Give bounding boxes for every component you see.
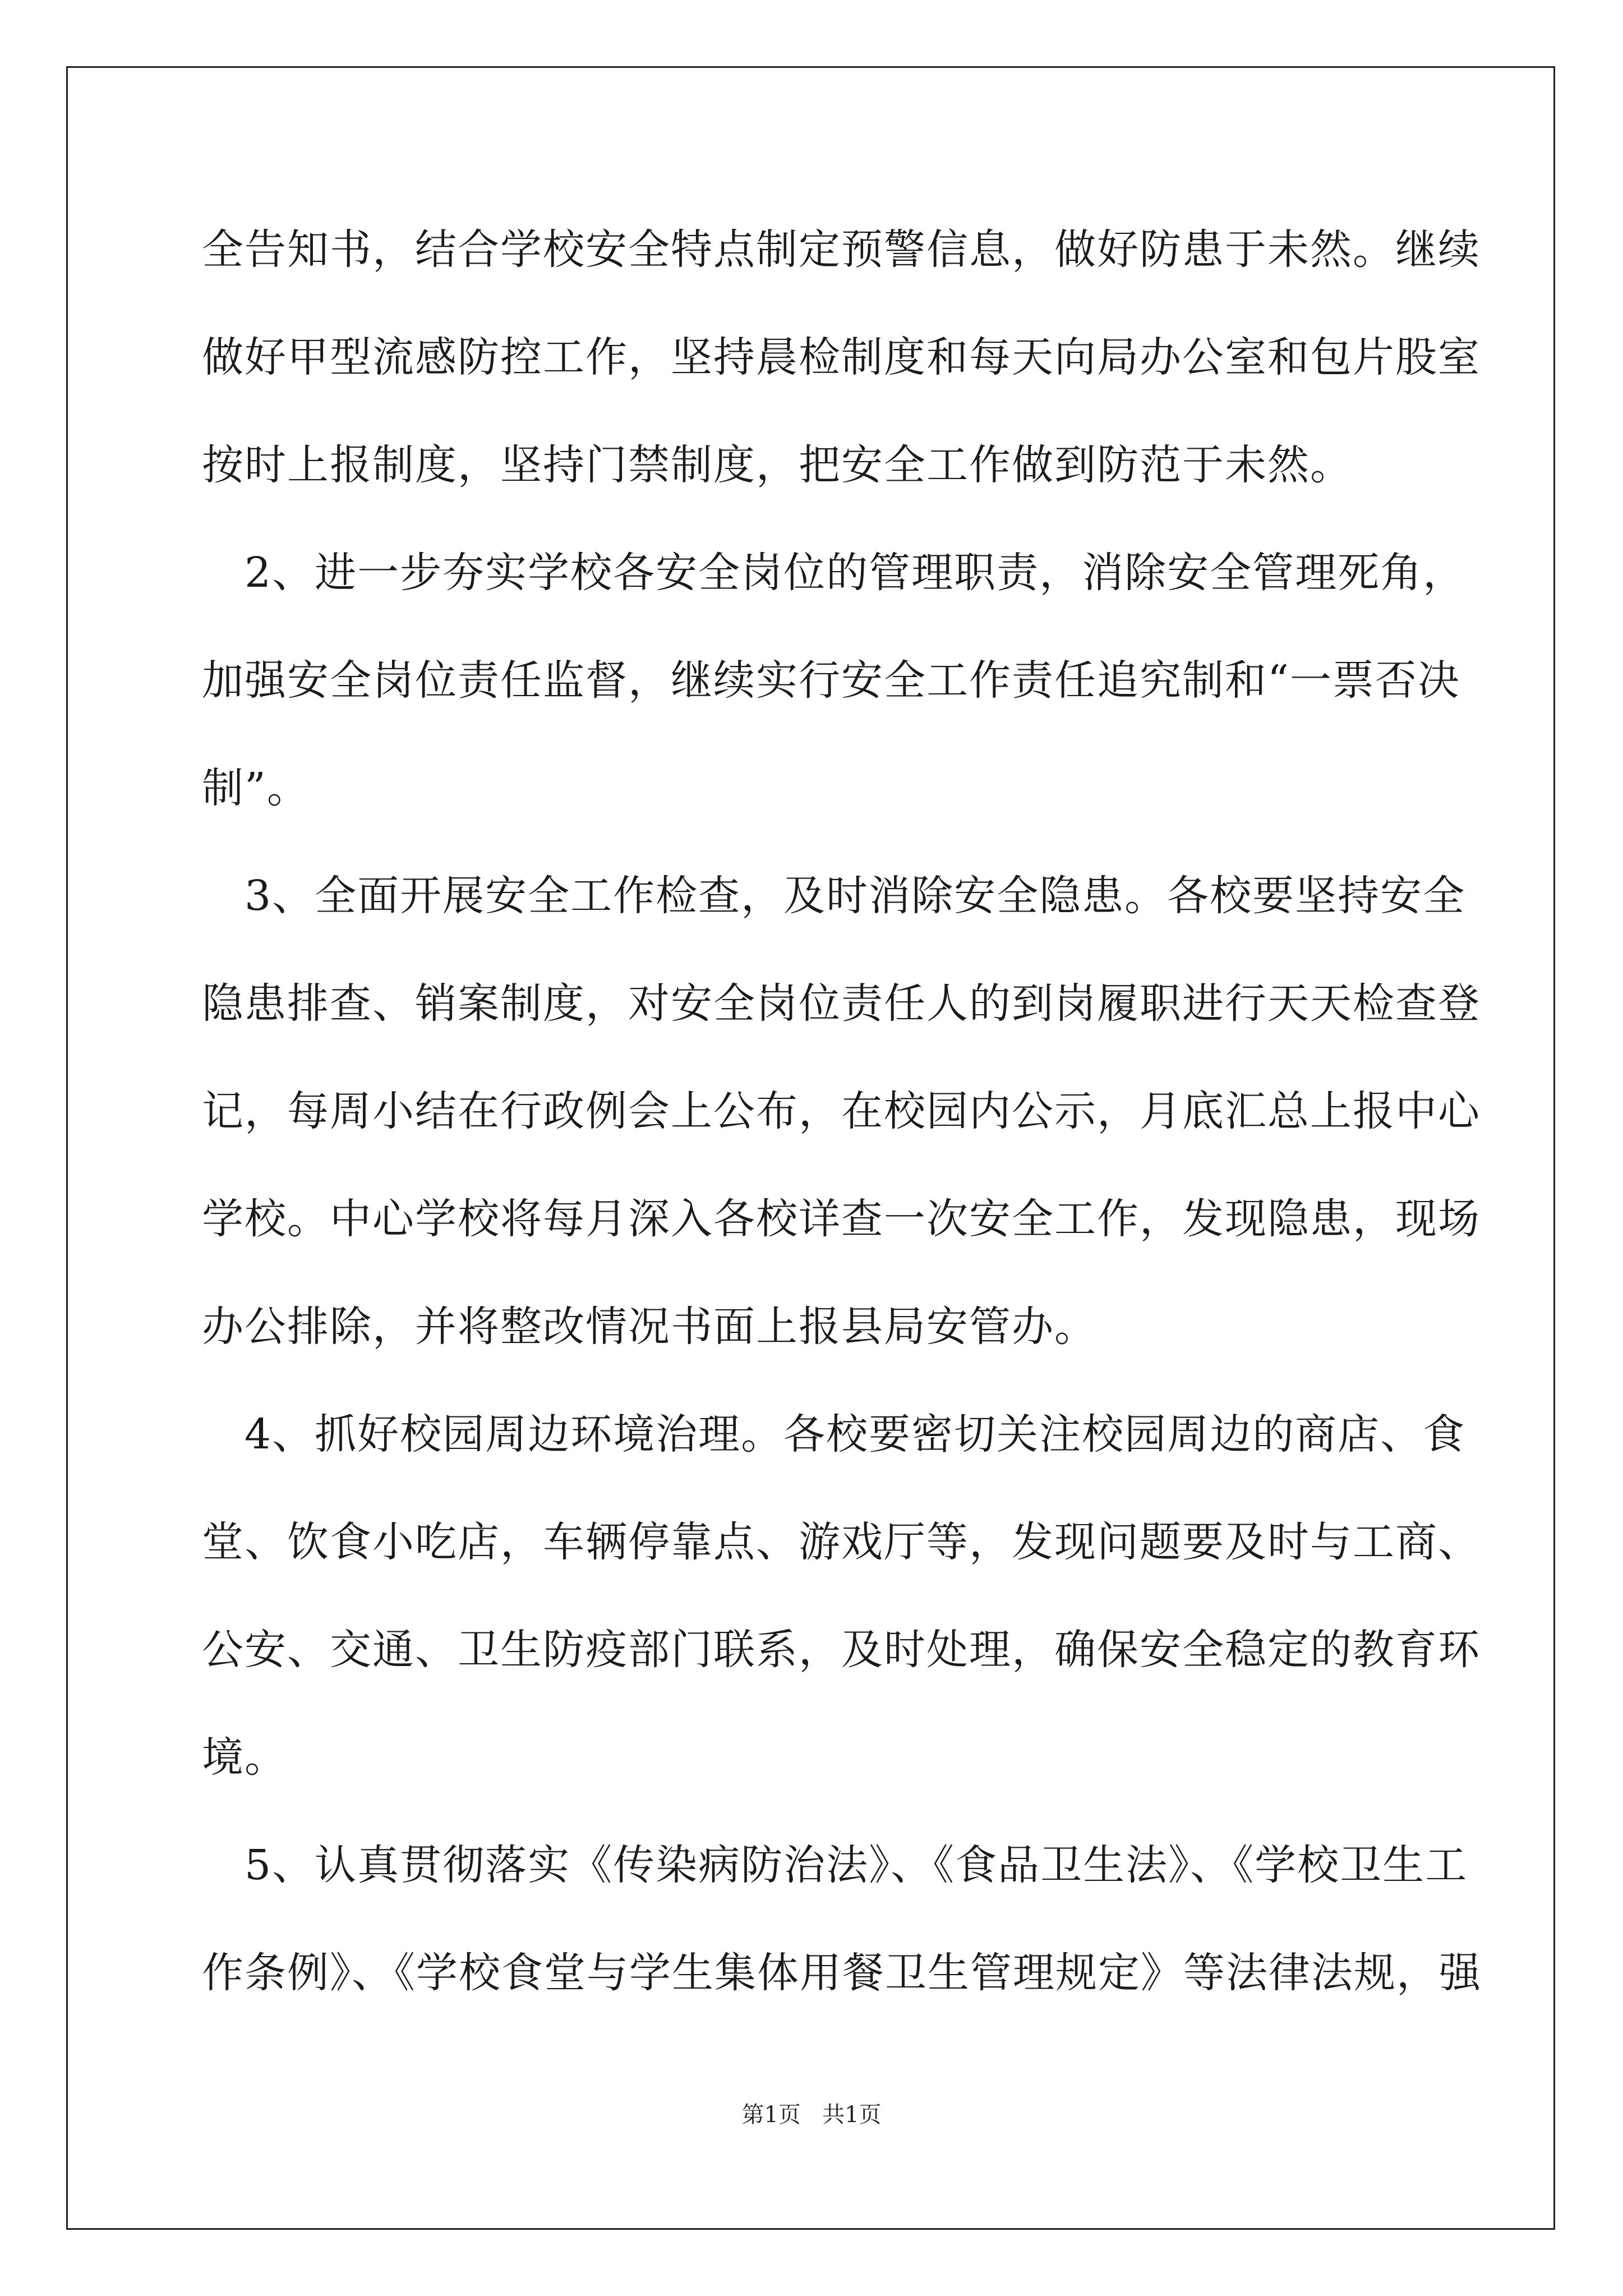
text-line: 境。 <box>202 1733 287 1782</box>
text-line: 办公排除，并将整改情况书面上报县局安管办。 <box>202 1303 1097 1351</box>
text-line: 做好甲型流感防控工作，坚持晨检制度和每天向局办公室和包片股室 <box>202 333 1481 381</box>
text-line: 加强安全岗位责任监督，继续实行安全工作责任追究制和“一票否决 <box>202 656 1460 705</box>
text-line: 记，每周小结在行政例会上公布，在校园内公示，月底汇总上报中心 <box>202 1087 1481 1135</box>
page-footer <box>0 2101 1623 2129</box>
text-line: 公安、交通、卫生防疫部门联系，及时处理，确保安全稳定的教育环 <box>202 1626 1481 1674</box>
text-line: 作条例》、《学校食堂与学生集体用餐卫生管理规定》等法律法规，强 <box>202 1949 1482 1997</box>
text-line: 4、抓好校园周边环境治理。各校要密切关注校园周边的商店、食 <box>202 1410 1466 1458</box>
text-line: 堂、饮食小吃店，车辆停靠点、游戏厅等，发现问题要及时与工商、 <box>202 1518 1481 1566</box>
page-number: 第1页 <box>741 2102 801 2128</box>
page-total: 共1页 <box>822 2102 882 2128</box>
text-line: 2、进一步夯实学校各安全岗位的管理职责，消除安全管理死角， <box>202 549 1466 597</box>
text-line: 3、全面开展安全工作检查，及时消除安全隐患。各校要坚持安全 <box>202 872 1466 920</box>
text-line: 隐患排查、销案制度，对安全岗位责任人的到岗履职进行天天检查登 <box>202 979 1481 1028</box>
text-line: 制”。 <box>202 764 310 812</box>
text-line: 全告知书，结合学校安全特点制定预警信息，做好防患于未然。继续 <box>202 226 1481 274</box>
page-border <box>66 66 1555 2230</box>
text-line: 5、认真贯彻落实《传染病防治法》、《食品卫生法》、《学校卫生工 <box>202 1841 1468 1889</box>
text-line: 按时上报制度，坚持门禁制度，把安全工作做到防范于未然。 <box>202 441 1353 489</box>
text-line: 学校。中心学校将每月深入各校详查一次安全工作，发现隐患，现场 <box>202 1195 1481 1243</box>
